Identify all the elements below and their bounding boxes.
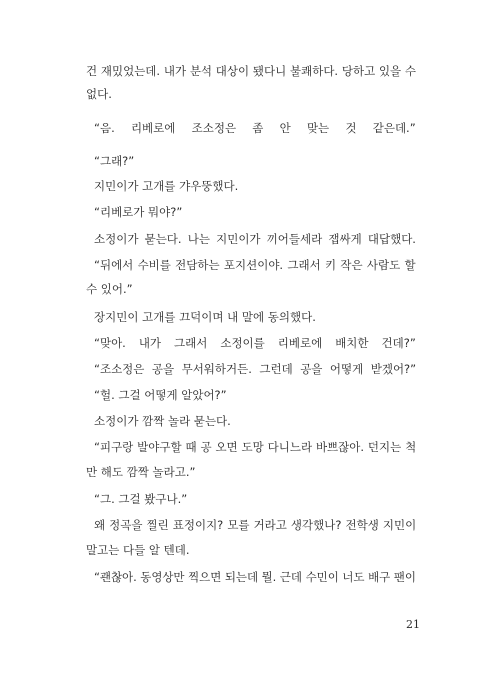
text-line: 수 있어.” xyxy=(86,282,133,296)
text-line: 없다. xyxy=(86,87,112,101)
text-line: 소정이가 묻는다. 나는 지민이가 끼어들세라 잽싸게 대답했다. xyxy=(94,232,416,246)
text-line: 지민이가 고개를 갸우뚱했다. xyxy=(94,179,239,193)
text-line: “그. 그걸 봤구나.” xyxy=(94,492,188,506)
text-line: 말고는 다들 알 텐데. xyxy=(86,543,190,557)
text-line: “음. 리베로에 조소정은 좀 안 맞는 것 같은데.” xyxy=(94,121,416,135)
text-line: “맞아. 내가 그래서 소정이를 리베로에 배치한 건데?” xyxy=(94,336,416,350)
text-line: “리베로가 뭐야?” xyxy=(94,205,183,219)
text-line: “피구랑 발야구할 때 공 오면 도망 다니느라 바쁘잖아. 던지는 척 xyxy=(94,440,417,454)
text-line: 소정이가 깜짝 놀라 묻는다. xyxy=(94,414,231,428)
text-line: “그래?” xyxy=(94,154,135,168)
text-line: 건 재밌었는데. 내가 분석 대상이 됐다니 불쾌하다. 당하고 있을 수 xyxy=(86,64,417,78)
text-line: 만 해도 깜짝 놀라고.” xyxy=(86,465,196,479)
text-line: “조소정은 공을 무서워하거든. 그런데 공을 어떻게 받겠어?” xyxy=(94,362,417,376)
page-number: 21 xyxy=(406,618,420,631)
text-line: “헐. 그걸 어떻게 알았어?” xyxy=(94,388,227,402)
text-line: “괜찮아. 동영상만 찍으면 되는데 뭘. 근데 수민이 너도 배구 팬이 xyxy=(94,570,416,584)
text-line: “뒤에서 수비를 전담하는 포지션이야. 그래서 키 작은 사람도 할 xyxy=(94,258,416,272)
text-line: 장지민이 고개를 끄덕이며 내 말에 동의했다. xyxy=(94,310,316,324)
text-line: 왜 정곡을 찔린 표정이지? 모를 거라고 생각했나? 전학생 지민이 xyxy=(94,518,417,532)
